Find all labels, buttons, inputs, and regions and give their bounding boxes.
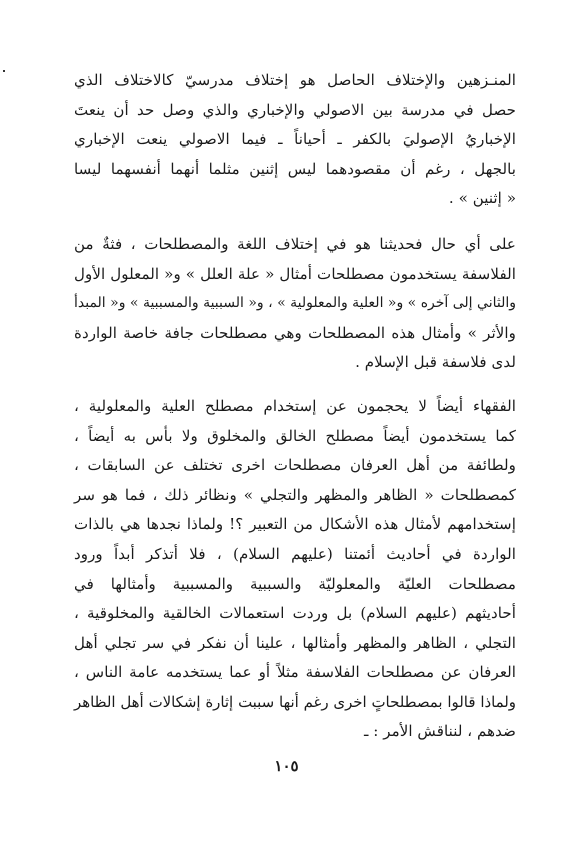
text-line: والأثر » وأمثال هذه المصطلحات وهي مصطلحات جافة خاصة الواردة (74, 323, 516, 342)
text-line: كما يستخدمون أيضاً مصطلح الخالق والمخلوق ولا بأس به أيضاً ، (74, 426, 516, 445)
text-line: بالجهل ، رغم أن مقصودهما ليس إثنين مثلما أنهما أنفسهما ليسا (74, 159, 516, 178)
margin-speck (3, 70, 5, 72)
text-line: ولماذا قالوا بمصطلحاتٍ اخرى رغم أنها سببت إثارة إشكالات أهل الظاهر (74, 692, 516, 711)
text-line: العرفان عن مصطلحات الفلاسفة مثلاً أو عما يستخدمه عامة الناس ، (74, 663, 516, 682)
text-line: لدى فلاسفة قبل الإسلام . (355, 353, 516, 372)
text-line: المنـزهين والإختلاف الحاصل هو إختلاف مدرسيّ كالاختلاف الذي (74, 71, 516, 89)
document-page (74, 66, 516, 747)
paragraph-1 (74, 66, 516, 214)
text-line: ضدهم ، لنناقش الأمر : ـ (363, 722, 516, 741)
text-line: الواردة في أحاديث أئمتنا (عليهم السلام) ، فلا أتذكر أبداً ورود (74, 544, 516, 563)
text-line: حصل في مدرسة بين الاصولي والإخباري والذي وصل حد أن ينعتَ (74, 100, 516, 119)
text-line: التجلي ، الظاهر والمظهر وأمثالها ، علينا أن نفكر في سر تجلي أهل (74, 633, 516, 652)
text-line: الفقهاء أيضاً لا يحجمون عن إستخدام مصطلح العلية والمعلولية ، (74, 396, 516, 415)
text-line: الإخباريُ الإصوليَ بالكفر ـ أحياناً ـ فيما الاصولي ينعت الإخباري (74, 130, 516, 149)
text-line: كمصطلحات « الظاهر والمظهر والتجلي » ونظائر ذلك ، فما هو سر (74, 485, 516, 504)
paragraph-2 (74, 230, 516, 378)
text-line: والثاني إلى آخره » و« العلية والمعلولية » ، و« السببية والمسببية » و« المبدأ (73, 295, 516, 312)
text-line: على أي حال فحديثنا هو في إختلاف اللغة والمصطلحات ، فثةٌ من (74, 234, 516, 253)
text-line: مصطلحات العليّة والمعلوليّة والسببية والمسببية وأمثالها في (74, 574, 516, 593)
text-line: « إثنين » . (448, 189, 516, 208)
text-line: ولطائفة من أهل العرفان مصطلحات اخرى تختلف عن السابقات ، (74, 456, 516, 475)
text-line: إستخدامهم لأمثال هذه الأشكال من التعبير ؟! ولماذا نجدها هي بالذات (74, 515, 516, 534)
paragraph-3 (74, 392, 516, 747)
text-line: أحاديثهم (عليهم السلام) بل وردت استعمالات الخالقية والمخلوقية ، (74, 604, 516, 623)
page-number: ١٠٥ (274, 757, 299, 775)
text-line: الفلاسفة يستخدمون مصطلحات أمثال « علة العلل » و« المعلول الأول (74, 264, 516, 283)
